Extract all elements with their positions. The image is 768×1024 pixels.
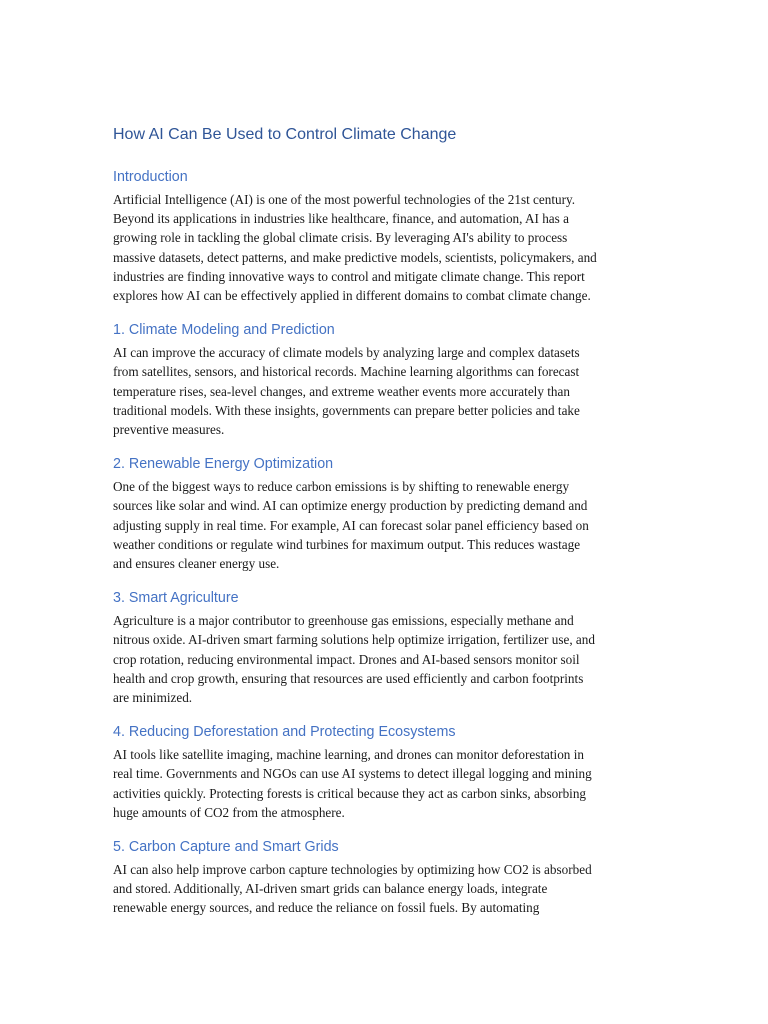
document-title: How AI Can Be Used to Control Climate Change xyxy=(113,126,457,143)
text-line: crop rotation, reducing environmental impact. Drones and AI-based sensors monitor soil xyxy=(113,651,580,667)
text-line: traditional models. With these insights, governments can prepare better policies and take xyxy=(113,402,580,418)
text-line: Artificial Intelligence (AI) is one of the most powerful technologies of the 21st century. xyxy=(113,192,576,207)
text-line: AI can also help improve carbon capture technologies by optimizing how CO2 is absorbed xyxy=(113,862,592,878)
text-line: Agriculture is a major contributor to greenhouse gas emissions, especially methane and xyxy=(113,613,574,629)
text-line: preventive measures. xyxy=(113,422,225,438)
section-body xyxy=(113,611,658,707)
text-line: nitrous oxide. AI-driven smart farming solutions help optimize irrigation, fertilizer use, and xyxy=(113,632,595,648)
section-body xyxy=(113,477,658,573)
text-line: industries are finding innovative ways to control and mitigate climate change. This report xyxy=(113,268,585,284)
section-heading: 3. Smart Agriculture xyxy=(113,590,239,607)
text-line: temperature rises, sea-level changes, and extreme weather events more accurately than xyxy=(113,383,570,399)
section-body xyxy=(113,343,658,439)
section-body xyxy=(113,190,658,305)
section-heading: Introduction xyxy=(113,169,188,185)
text-line: real time. Governments and NGOs can use AI systems to detect illegal logging and mining xyxy=(113,766,592,782)
section-introduction xyxy=(113,166,658,305)
document-page xyxy=(113,122,658,932)
text-line: adjusting supply in real time. For example, AI can forecast solar panel efficiency based on xyxy=(113,517,589,533)
text-line: One of the biggest ways to reduce carbon emissions is by shifting to renewable energy xyxy=(113,479,570,495)
text-line: weather conditions or regulate wind turbines for maximum output. This reduces wastage xyxy=(113,536,581,552)
section-heading: 2. Renewable Energy Optimization xyxy=(113,456,334,473)
text-line: and stored. Additionally, AI-driven smart grids can balance energy loads, integrate xyxy=(113,881,548,897)
text-line: Beyond its applications in industries like healthcare, finance, and automation, AI has a xyxy=(113,211,569,227)
text-line: growing role in tackling the global climate crisis. By leveraging AI's ability to process xyxy=(113,230,568,246)
text-line: from satellites, sensors, and historical records. Machine learning algorithms can forecast xyxy=(113,364,580,380)
text-line: massive datasets, detect patterns, and make predictive models, scientists, policymakers, and xyxy=(113,249,597,265)
text-line: AI can improve the accuracy of climate models by analyzing large and complex datasets xyxy=(113,345,580,361)
section-deforestation xyxy=(113,721,658,822)
text-line: activities quickly. Protecting forests is critical because they act as carbon sinks, absorbing xyxy=(113,785,587,801)
text-line: sources like solar and wind. AI can optimize energy production by predicting demand and xyxy=(113,498,588,514)
section-heading: 4. Reducing Deforestation and Protecting Ecosystems xyxy=(113,724,456,741)
text-line: health and crop growth, ensuring that resources are used efficiently and carbon footprints xyxy=(113,670,584,686)
text-line: huge amounts of CO2 from the atmosphere. xyxy=(113,804,345,820)
section-heading: 1. Climate Modeling and Prediction xyxy=(113,322,335,339)
section-carbon-capture xyxy=(113,836,658,918)
text-line: explores how AI can be effectively applied in different domains to combat climate change. xyxy=(113,288,591,304)
section-smart-agriculture xyxy=(113,587,658,707)
section-body xyxy=(113,745,658,822)
section-renewable-energy xyxy=(113,453,658,573)
section-climate-modeling xyxy=(113,319,658,439)
section-heading: 5. Carbon Capture and Smart Grids xyxy=(113,839,339,856)
text-line: and ensures cleaner energy use. xyxy=(113,556,280,572)
text-line: renewable energy sources, and reduce the reliance on fossil fuels. By automating xyxy=(113,900,540,916)
section-body xyxy=(113,860,658,918)
text-line: AI tools like satellite imaging, machine learning, and drones can monitor deforestation in xyxy=(113,747,584,763)
text-line: are minimized. xyxy=(113,690,193,706)
